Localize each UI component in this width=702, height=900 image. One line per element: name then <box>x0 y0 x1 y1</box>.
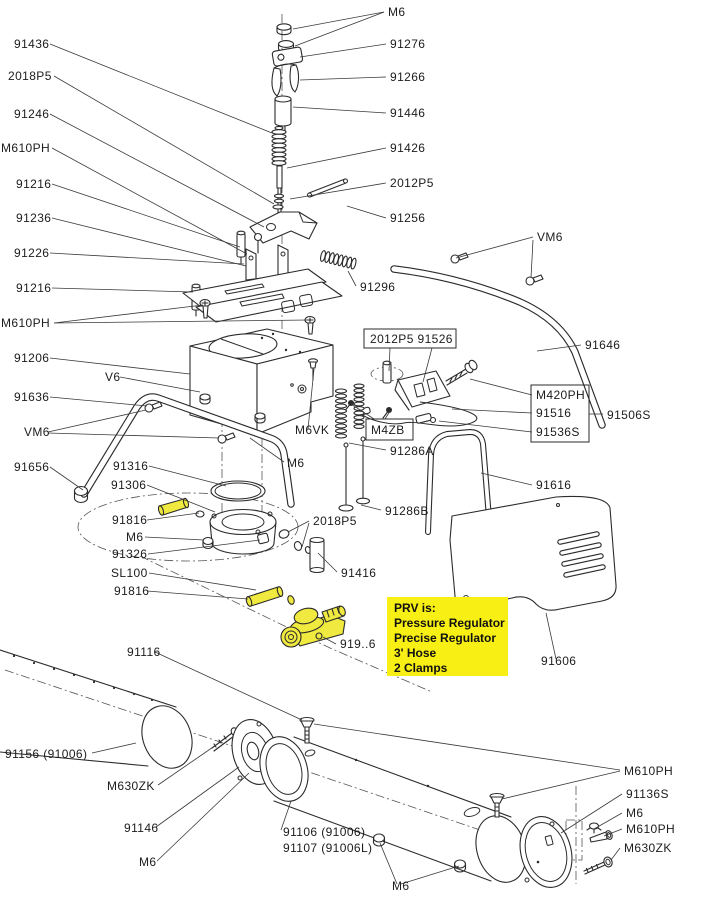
part-label-91296: 91296 <box>360 280 396 294</box>
leader-line <box>302 523 309 547</box>
leader-line <box>290 183 386 199</box>
part-label-91256: 91256 <box>390 211 426 225</box>
part-label-m6: M6 <box>126 530 144 544</box>
part-label-vm6: VM6 <box>537 230 563 244</box>
part-label-91266: 91266 <box>390 70 426 84</box>
leader-line <box>156 767 239 827</box>
part-label-m6: M6 <box>139 855 157 869</box>
part-label-91306: 91306 <box>111 478 147 492</box>
leader-line <box>120 377 200 392</box>
rear-tank-91106 <box>252 718 579 894</box>
leader-line <box>50 44 272 133</box>
part-label-m610ph: M610PH <box>1 316 51 330</box>
prv-note-line: 3' Hose <box>394 645 437 660</box>
part-label-91446: 91446 <box>390 106 426 120</box>
regulator-bracket-assembly <box>344 359 479 426</box>
leader-line <box>456 237 533 258</box>
leader-line <box>54 305 203 323</box>
part-label-m610ph: M610PH <box>624 764 674 778</box>
part-label-91216: 91216 <box>16 281 52 295</box>
leader-line <box>287 148 386 168</box>
part-label-91106-91006-: 91106 (91006) <box>283 825 366 839</box>
cover-shroud-91606 <box>450 496 616 610</box>
leader-line <box>531 240 533 278</box>
leader-line <box>502 771 620 799</box>
part-label-91156-91006-: 91156 (91006) <box>5 747 88 761</box>
leader-line <box>300 77 386 80</box>
part-label-m6: M6 <box>392 879 410 893</box>
part-label-m610ph: M610PH <box>1 141 51 155</box>
part-label-91246: 91246 <box>14 107 50 121</box>
prv-note-line: Precise Regulator <box>394 630 497 645</box>
part-label-91136s: 91136S <box>626 787 669 801</box>
part-label-m6: M6 <box>287 456 305 470</box>
part-label-91506s: 91506S <box>607 408 651 422</box>
leader-line <box>380 843 397 884</box>
prv-note-box <box>387 597 508 676</box>
leader-line <box>50 114 264 227</box>
leader-line <box>348 271 356 286</box>
part-label-2018p5: 2018P5 <box>313 514 357 528</box>
part-label-m610ph: M610PH <box>626 822 676 836</box>
leader-line <box>149 466 226 486</box>
leader-line <box>314 724 620 770</box>
part-label-91226: 91226 <box>14 246 50 260</box>
part-label-91636: 91636 <box>14 390 50 404</box>
part-label-m6vk: M6VK <box>295 423 330 437</box>
part-label-91416: 91416 <box>341 566 377 580</box>
part-label-91216: 91216 <box>16 177 52 191</box>
part-label-2012p5-91526: 2012P5 91526 <box>370 332 453 346</box>
leader-line <box>52 184 240 247</box>
vm6-clamp <box>526 275 543 285</box>
part-label-91816: 91816 <box>112 513 148 527</box>
prv-note-line: 2 Clamps <box>394 660 448 675</box>
part-label-91146: 91146 <box>124 821 159 835</box>
leader-line <box>347 206 386 218</box>
leader-line <box>145 537 204 540</box>
leader-line <box>293 107 386 113</box>
part-label-91816: 91816 <box>114 584 150 598</box>
labels-layer <box>1 5 675 893</box>
leader-line <box>361 505 381 510</box>
part-label-91536s: 91536S <box>536 425 580 439</box>
front-tank-91156 <box>0 650 285 790</box>
leader-line <box>594 813 622 829</box>
leader-line <box>349 443 386 450</box>
part-label-91236: 91236 <box>16 211 52 225</box>
leader-line <box>147 513 199 520</box>
leader-line <box>155 652 302 720</box>
leader-line <box>293 12 384 29</box>
part-label-91656: 91656 <box>14 460 50 474</box>
part-label-91276: 91276 <box>390 37 426 51</box>
part-label-91107-91006l-: 91107 (91006L) <box>283 841 373 855</box>
part-label-91286a: 91286A <box>390 444 434 458</box>
leader-line <box>50 467 83 490</box>
leader-line <box>50 397 147 406</box>
part-label-m6: M6 <box>626 806 644 820</box>
leader-line <box>295 12 384 46</box>
leader-line <box>452 409 532 413</box>
leader-line <box>439 421 532 432</box>
part-label-91426: 91426 <box>390 141 426 155</box>
leader-line <box>611 848 620 860</box>
part-label-v6: V6 <box>105 370 121 384</box>
part-label-919-6: 919..6 <box>340 637 376 651</box>
part-label-sl100: SL100 <box>111 566 148 580</box>
part-label-91326: 91326 <box>112 547 148 561</box>
part-label-91646: 91646 <box>585 338 621 352</box>
right-fasteners <box>584 823 614 874</box>
flange-assembly <box>196 481 324 573</box>
vm6-clamp <box>145 402 162 412</box>
valve-stem-assembly <box>272 24 303 214</box>
prv-note-title: PRV is: <box>394 601 436 615</box>
leader-line <box>54 76 274 204</box>
leader-line <box>157 773 249 861</box>
leader-line <box>48 433 219 438</box>
part-label-vm6: VM6 <box>24 425 50 439</box>
vm6-clamp <box>218 433 235 443</box>
leader-line <box>470 379 532 395</box>
part-label-91436: 91436 <box>14 37 50 51</box>
part-label-91116: 91116 <box>127 645 161 659</box>
part-label-91616: 91616 <box>536 478 572 492</box>
part-label-91516: 91516 <box>536 406 572 420</box>
leader-line <box>401 866 459 884</box>
leader-line <box>300 44 386 57</box>
part-label-91286b: 91286B <box>385 504 429 518</box>
part-label-m630zk: M630ZK <box>107 779 155 793</box>
leader-line <box>52 148 247 254</box>
leader-line <box>52 288 193 292</box>
part-label-2012p5: 2012P5 <box>390 176 434 190</box>
leader-line <box>147 591 248 599</box>
part-label-m6: M6 <box>388 5 406 19</box>
vm6-clamp <box>451 253 468 263</box>
leader-line <box>149 573 256 590</box>
part-label-91316: 91316 <box>113 459 149 473</box>
part-label-m4zb: M4ZB <box>371 423 405 437</box>
leader-line <box>92 743 136 753</box>
part-label-91206: 91206 <box>14 351 50 365</box>
part-label-2018p5: 2018P5 <box>8 69 52 83</box>
leader-line <box>288 521 309 532</box>
part-label-m630zk: M630ZK <box>624 841 672 855</box>
leader-line <box>54 320 308 323</box>
prv-note-line: Pressure Regulator <box>394 615 505 630</box>
leader-line <box>546 613 556 659</box>
part-label-91606: 91606 <box>541 654 577 668</box>
part-label-m420ph: M420PH <box>536 388 586 402</box>
